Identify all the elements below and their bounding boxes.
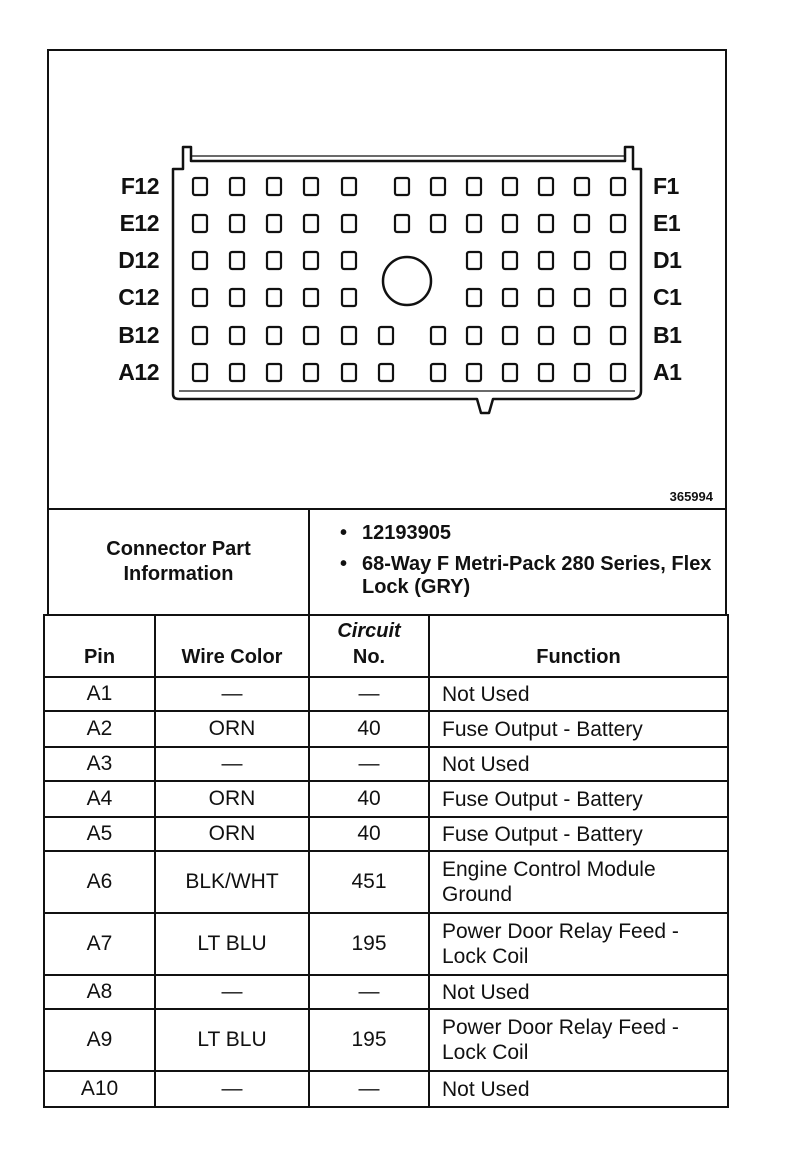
function-cell: Not Used (429, 677, 728, 711)
pin-cavity (467, 252, 481, 269)
pin-cavity (611, 327, 625, 344)
circuit-cell: — (309, 1071, 429, 1107)
bullet-icon: • (340, 522, 348, 544)
pin-cavity (342, 364, 356, 381)
pin-cavity (267, 289, 281, 306)
pin-cavity (431, 364, 445, 381)
pin-cavity (611, 178, 625, 195)
pin-cavity (304, 327, 318, 344)
pin-cavity (467, 364, 481, 381)
pin-cavity (431, 327, 445, 344)
connector-info-label-cell (49, 510, 310, 614)
wire-color-cell: ORN (155, 711, 309, 747)
connector-diagram (47, 49, 727, 510)
function-cell: Fuse Output - Battery (429, 711, 728, 747)
pin-cavity (503, 178, 517, 195)
pin-cavity (611, 364, 625, 381)
pin-cavity (503, 252, 517, 269)
circuit-cell: — (309, 677, 429, 711)
pin-cavity (342, 327, 356, 344)
pin-cavity (467, 289, 481, 306)
pin-cavity (304, 252, 318, 269)
pin-cavity (230, 289, 244, 306)
pin-cavity (193, 289, 207, 306)
pin-cavity (395, 178, 409, 195)
pin-cell: A2 (44, 711, 155, 747)
table-row (44, 975, 728, 1009)
pin-cavity (230, 252, 244, 269)
pin-cavity (230, 364, 244, 381)
pin-cavity (267, 364, 281, 381)
pin-table (43, 614, 729, 1108)
pin-cavity (575, 252, 589, 269)
pin-cavity (575, 364, 589, 381)
wire-color-cell: — (155, 975, 309, 1009)
table-row (44, 747, 728, 781)
circuit-cell: — (309, 975, 429, 1009)
pin-cavity (539, 215, 553, 232)
function-cell: Not Used (429, 1071, 728, 1107)
row-label-left: F12 (120, 173, 159, 199)
pin-cavity (304, 289, 318, 306)
row-label-left: D12 (118, 247, 159, 273)
table-row (44, 781, 728, 817)
row-label-right: D1 (653, 247, 682, 273)
row-label-right: B1 (653, 322, 682, 348)
pin-cavity (611, 252, 625, 269)
connector-part-number: • 12193905 (340, 522, 451, 544)
circuit-cell: 451 (309, 851, 429, 913)
pin-cavity (267, 252, 281, 269)
pin-cavity (342, 178, 356, 195)
pin-cell: A3 (44, 747, 155, 781)
table-row (44, 913, 728, 975)
pin-cavity (193, 327, 207, 344)
row-label-right: E1 (653, 210, 681, 236)
wire-color-cell: — (155, 747, 309, 781)
connector-info-label: Connector Part Information (106, 538, 251, 585)
pin-cavity (267, 178, 281, 195)
pin-cavity (230, 178, 244, 195)
row-label-left: C12 (118, 284, 159, 310)
bullet-icon: • (340, 553, 348, 575)
pin-cavity (611, 215, 625, 232)
pin-cavity (379, 364, 393, 381)
pin-cavity (342, 252, 356, 269)
circuit-cell: 40 (309, 817, 429, 851)
table-row (44, 1009, 728, 1071)
pin-cell: A7 (44, 913, 155, 975)
wire-color-cell: ORN (155, 817, 309, 851)
pin-cavity (431, 215, 445, 232)
pin-cavity (539, 252, 553, 269)
pin-cavity (611, 289, 625, 306)
row-label-right: C1 (653, 284, 682, 310)
pin-cell: A10 (44, 1071, 155, 1107)
pin-cavity (342, 289, 356, 306)
pin-cavity (575, 178, 589, 195)
pin-cavity (575, 289, 589, 306)
wire-color-cell: — (155, 1071, 309, 1107)
circuit-cell: — (309, 747, 429, 781)
function-cell: Not Used (429, 747, 728, 781)
wire-color-cell: BLK/WHT (155, 851, 309, 913)
function-cell: Fuse Output - Battery (429, 781, 728, 817)
row-label-right: F1 (653, 173, 679, 199)
pin-cavity (267, 327, 281, 344)
pin-cavity (539, 178, 553, 195)
circuit-header: Circuit No. (309, 615, 429, 677)
table-row (44, 1071, 728, 1107)
pin-cavity (467, 215, 481, 232)
pin-cell: A5 (44, 817, 155, 851)
pin-cavity (575, 215, 589, 232)
row-label-left: A12 (118, 359, 159, 385)
pin-header: Pin (44, 615, 155, 677)
pin-cell: A1 (44, 677, 155, 711)
function-cell: Power Door Relay Feed - Lock Coil (429, 1009, 728, 1071)
pin-cell: A4 (44, 781, 155, 817)
connector-info-table (47, 510, 727, 616)
pin-cavity (503, 364, 517, 381)
wire-color-cell: — (155, 677, 309, 711)
circuit-cell: 195 (309, 913, 429, 975)
pin-cavity (575, 327, 589, 344)
pin-cavity (539, 364, 553, 381)
pin-cavity (193, 364, 207, 381)
table-row (44, 851, 728, 913)
table-row (44, 817, 728, 851)
pin-cavity (230, 327, 244, 344)
function-cell: Engine Control Module Ground (429, 851, 728, 913)
pin-cavity (539, 327, 553, 344)
pin-cavity (193, 252, 207, 269)
connector-face-drawing (49, 51, 725, 508)
row-label-left: E12 (119, 210, 159, 236)
pin-cavity (193, 178, 207, 195)
pin-cavity (431, 178, 445, 195)
circuit-cell: 40 (309, 781, 429, 817)
function-cell: Not Used (429, 975, 728, 1009)
pin-cavity (395, 215, 409, 232)
pin-cavity (503, 289, 517, 306)
row-label-right: A1 (653, 359, 682, 385)
polarization-hole (383, 257, 431, 305)
pin-cavity (304, 364, 318, 381)
function-cell: Power Door Relay Feed - Lock Coil (429, 913, 728, 975)
pin-cell: A6 (44, 851, 155, 913)
pin-cavity (304, 215, 318, 232)
figure-number: 365994 (669, 489, 713, 504)
circuit-cell: 195 (309, 1009, 429, 1071)
pin-cavity (467, 178, 481, 195)
connector-description: • 68-Way F Metri-Pack 280 Series, Flex Lock (GRY) (340, 553, 712, 598)
connector-info-values (310, 510, 725, 614)
pin-cavity (304, 178, 318, 195)
table-row (44, 677, 728, 711)
pin-cavity (539, 289, 553, 306)
pin-cell: A9 (44, 1009, 155, 1071)
wire-color-cell: LT BLU (155, 913, 309, 975)
pin-cavity (503, 327, 517, 344)
function-cell: Fuse Output - Battery (429, 817, 728, 851)
pin-cavity (379, 327, 393, 344)
pin-cavity (467, 327, 481, 344)
pin-cell: A8 (44, 975, 155, 1009)
pin-cavity (267, 215, 281, 232)
wire-color-cell: LT BLU (155, 1009, 309, 1071)
pin-cavity (342, 215, 356, 232)
wire-color-cell: ORN (155, 781, 309, 817)
row-label-left: B12 (118, 322, 159, 348)
pin-cavity (193, 215, 207, 232)
pin-cavity (503, 215, 517, 232)
wire-color-header: Wire Color (155, 615, 309, 677)
pin-cavity (230, 215, 244, 232)
pin-table-header (44, 615, 728, 677)
table-row (44, 711, 728, 747)
circuit-cell: 40 (309, 711, 429, 747)
function-header: Function (429, 615, 728, 677)
